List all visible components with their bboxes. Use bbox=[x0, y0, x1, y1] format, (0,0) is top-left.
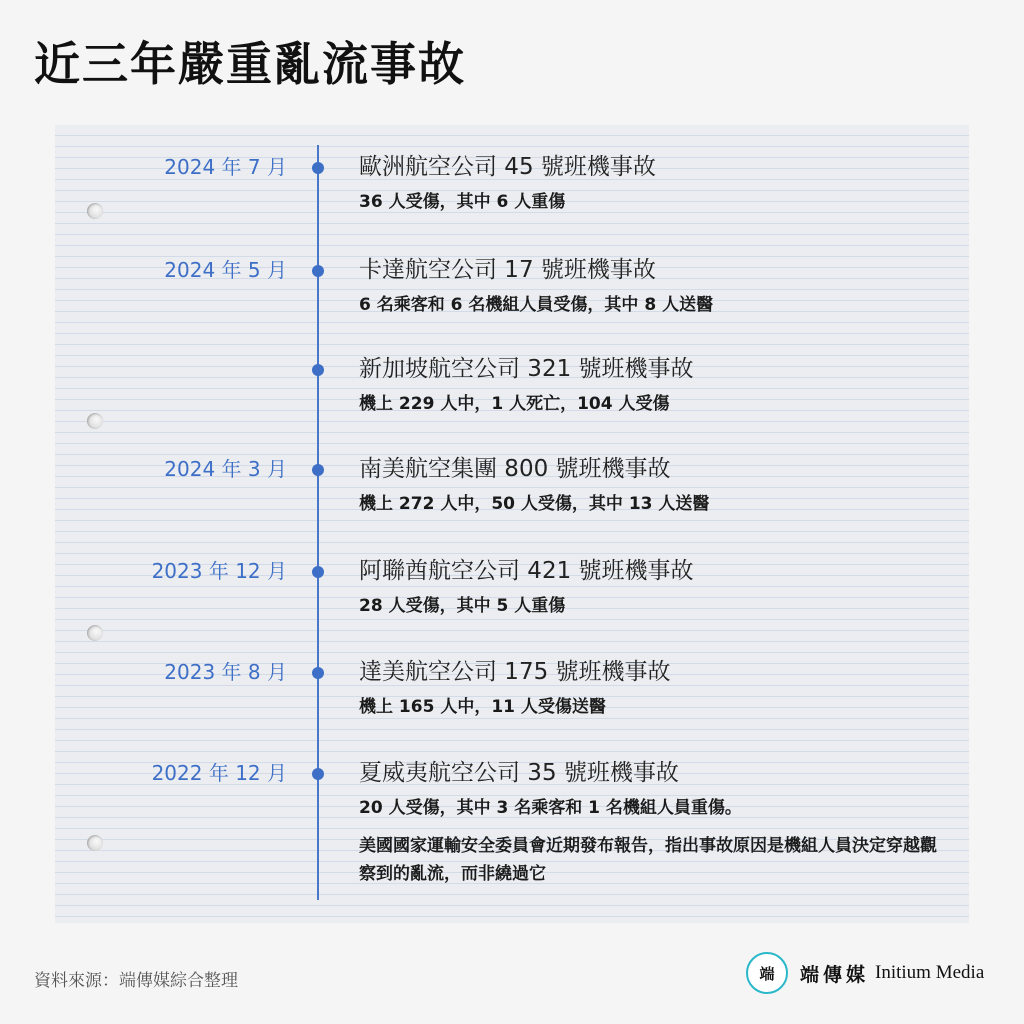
event-detail: 機上 272 人中，50 人受傷，其中 13 人送醫 bbox=[359, 494, 710, 514]
event-detail: 機上 165 人中，11 人受傷送醫 bbox=[359, 697, 606, 717]
binder-hole bbox=[87, 625, 103, 641]
binder-hole bbox=[87, 835, 103, 851]
event-title: 歐洲航空公司 45 號班機事故 bbox=[359, 154, 656, 180]
brand-name-en: Initium Media bbox=[875, 962, 985, 983]
event-date: 2023 年 12 月 bbox=[151, 559, 287, 583]
event-title: 夏威夷航空公司 35 號班機事故 bbox=[359, 760, 679, 786]
brand-logo bbox=[746, 950, 984, 996]
event-title: 阿聯酋航空公司 421 號班機事故 bbox=[359, 558, 694, 584]
event-date: 2023 年 8 月 bbox=[164, 660, 287, 684]
timeline-dot bbox=[312, 464, 324, 476]
timeline-dot bbox=[312, 768, 324, 780]
page-title: 近三年嚴重亂流事故 bbox=[34, 37, 466, 91]
event-detail: 20 人受傷，其中 3 名乘客和 1 名機組人員重傷。 bbox=[359, 798, 742, 818]
event-note: 美國國家運輸安全委員會近期發布報告，指出事故原因是機組人員決定穿越觀察到的亂流，而非繞過它 bbox=[359, 836, 937, 884]
event-detail: 36 人受傷，其中 6 人重傷 bbox=[359, 192, 566, 212]
event-detail: 28 人受傷，其中 5 人重傷 bbox=[359, 596, 566, 616]
logo-glyph: 端 bbox=[759, 964, 775, 983]
event-title: 卡達航空公司 17 號班機事故 bbox=[359, 257, 656, 283]
timeline-dot bbox=[312, 566, 324, 578]
timeline-line bbox=[317, 145, 319, 900]
event-detail: 6 名乘客和 6 名機組人員受傷，其中 8 人送醫 bbox=[359, 295, 714, 315]
brand-name-cn: 端傳媒 bbox=[800, 963, 870, 986]
event-date: 2024 年 7 月 bbox=[164, 155, 287, 179]
timeline-dot bbox=[312, 364, 324, 376]
initium-logo-icon bbox=[746, 952, 788, 994]
event-detail: 機上 229 人中，1 人死亡，104 人受傷 bbox=[359, 394, 670, 414]
source-credit: 資料來源：端傳媒綜合整理 bbox=[34, 971, 238, 991]
binder-hole bbox=[87, 413, 103, 429]
timeline-dot bbox=[312, 162, 324, 174]
event-title: 新加坡航空公司 321 號班機事故 bbox=[359, 356, 694, 382]
event-date: 2024 年 3 月 bbox=[164, 457, 287, 481]
event-date: 2024 年 5 月 bbox=[164, 258, 287, 282]
event-title: 達美航空公司 175 號班機事故 bbox=[359, 659, 671, 685]
event-date: 2022 年 12 月 bbox=[151, 761, 287, 785]
timeline-dot bbox=[312, 667, 324, 679]
notebook-paper bbox=[55, 125, 969, 923]
binder-hole bbox=[87, 203, 103, 219]
event-title: 南美航空集團 800 號班機事故 bbox=[359, 456, 671, 482]
timeline-dot bbox=[312, 265, 324, 277]
